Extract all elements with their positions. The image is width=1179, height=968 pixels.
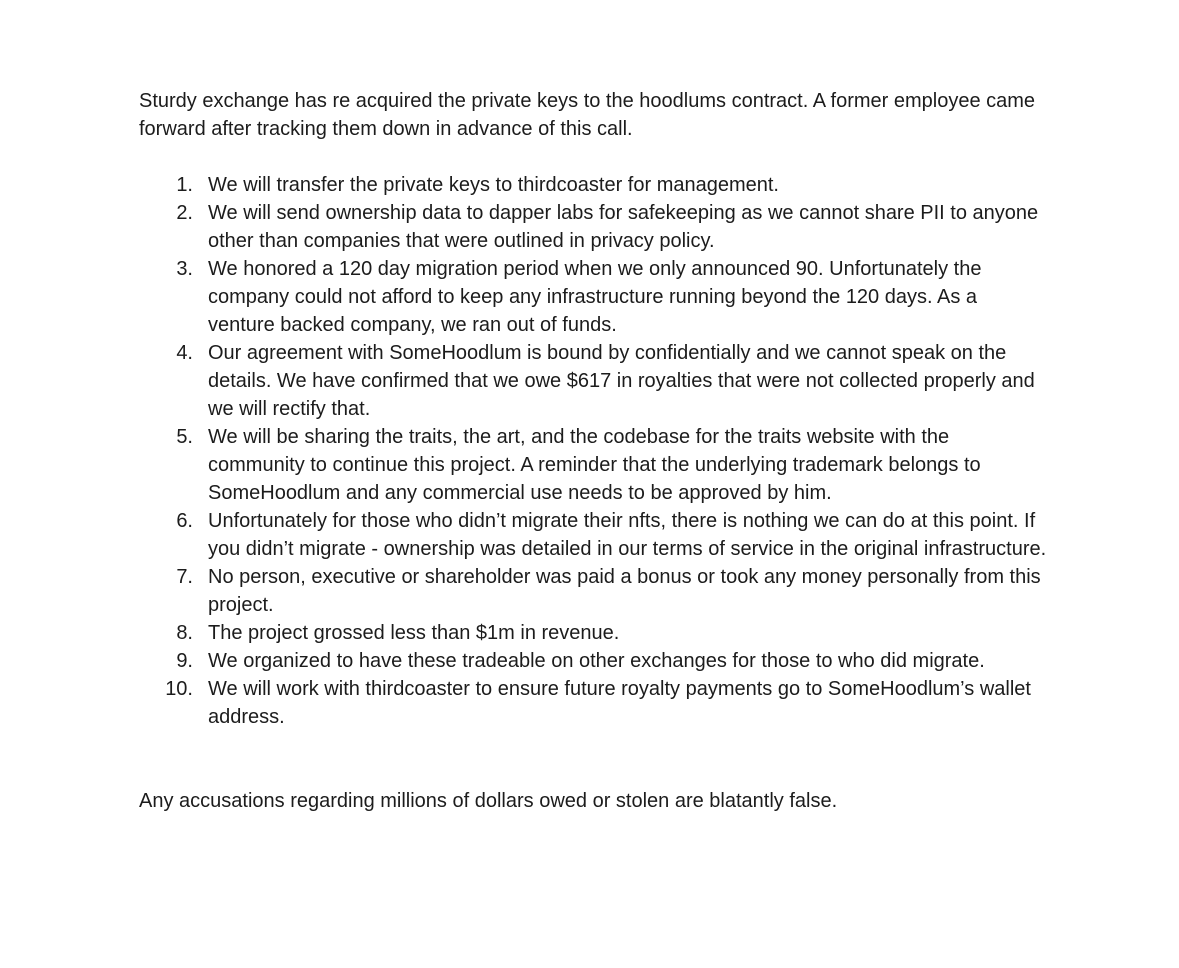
list-item-text: We organized to have these tradeable on other exchanges for those to who did migrate. <box>208 650 985 672</box>
list-item <box>139 619 1049 647</box>
list-item-text: We will send ownership data to dapper labs for safekeeping as we cannot share PII to anyone other than companies that were outlined in privacy policy. <box>208 202 1039 252</box>
list-item <box>139 563 1049 619</box>
list-item-number: 9. <box>176 650 193 672</box>
list-item-number: 7. <box>176 566 193 588</box>
list-item-text: Our agreement with SomeHoodlum is bound by confidentially and we cannot speak on the details. We have confirmed that we owe $617 in royalties that were not collected properly and we will rectify that. <box>208 342 1035 420</box>
list-item-text: We will work with thirdcoaster to ensure future royalty payments go to SomeHoodlum’s wallet address. <box>208 678 1031 728</box>
list-item-number: 4. <box>176 342 193 364</box>
list-item <box>139 423 1049 507</box>
list-item <box>139 507 1049 563</box>
list-item-text: The project grossed less than $1m in revenue. <box>208 622 620 644</box>
list-item-text: We will be sharing the traits, the art, and the codebase for the traits website with the community to continue this project. A reminder that the underlying trademark belongs to SomeHoodlum and any commercial use needs to be approved by him. <box>208 426 981 504</box>
list-item-number: 6. <box>176 510 193 532</box>
closing-paragraph: Any accusations regarding millions of dollars owed or stolen are blatantly false. <box>139 790 838 812</box>
list-item-number: 8. <box>176 622 193 644</box>
list-item <box>139 647 1049 675</box>
list-item <box>139 171 1049 199</box>
list-item-text: We will transfer the private keys to thirdcoaster for management. <box>208 174 779 196</box>
list-item-text: Unfortunately for those who didn’t migrate their nfts, there is nothing we can do at this point. If you didn’t migrate - ownership was detailed in our terms of service in the original infrastructure. <box>208 510 1047 560</box>
list-item <box>139 339 1049 423</box>
list-item <box>139 255 1049 339</box>
list-item-number: 5. <box>176 426 193 448</box>
intro-paragraph: Sturdy exchange has re acquired the private keys to the hoodlums contract. A former employee came forward after tracking them down in advance of this call. <box>139 90 1036 140</box>
list-item <box>139 199 1049 255</box>
list-item-text: We honored a 120 day migration period when we only announced 90. Unfortunately the company could not afford to keep any infrastructure running beyond the 120 days. As a venture backed company, we ran out of funds. <box>208 258 982 336</box>
document-body <box>139 87 1049 815</box>
list-item-number: 3. <box>176 258 193 280</box>
numbered-list <box>139 171 1049 731</box>
list-item-number: 2. <box>176 202 193 224</box>
list-item-number: 10. <box>165 678 193 700</box>
list-item <box>139 675 1049 731</box>
list-item-number: 1. <box>176 174 193 196</box>
list-item-text: No person, executive or shareholder was paid a bonus or took any money personally from this project. <box>208 566 1041 616</box>
